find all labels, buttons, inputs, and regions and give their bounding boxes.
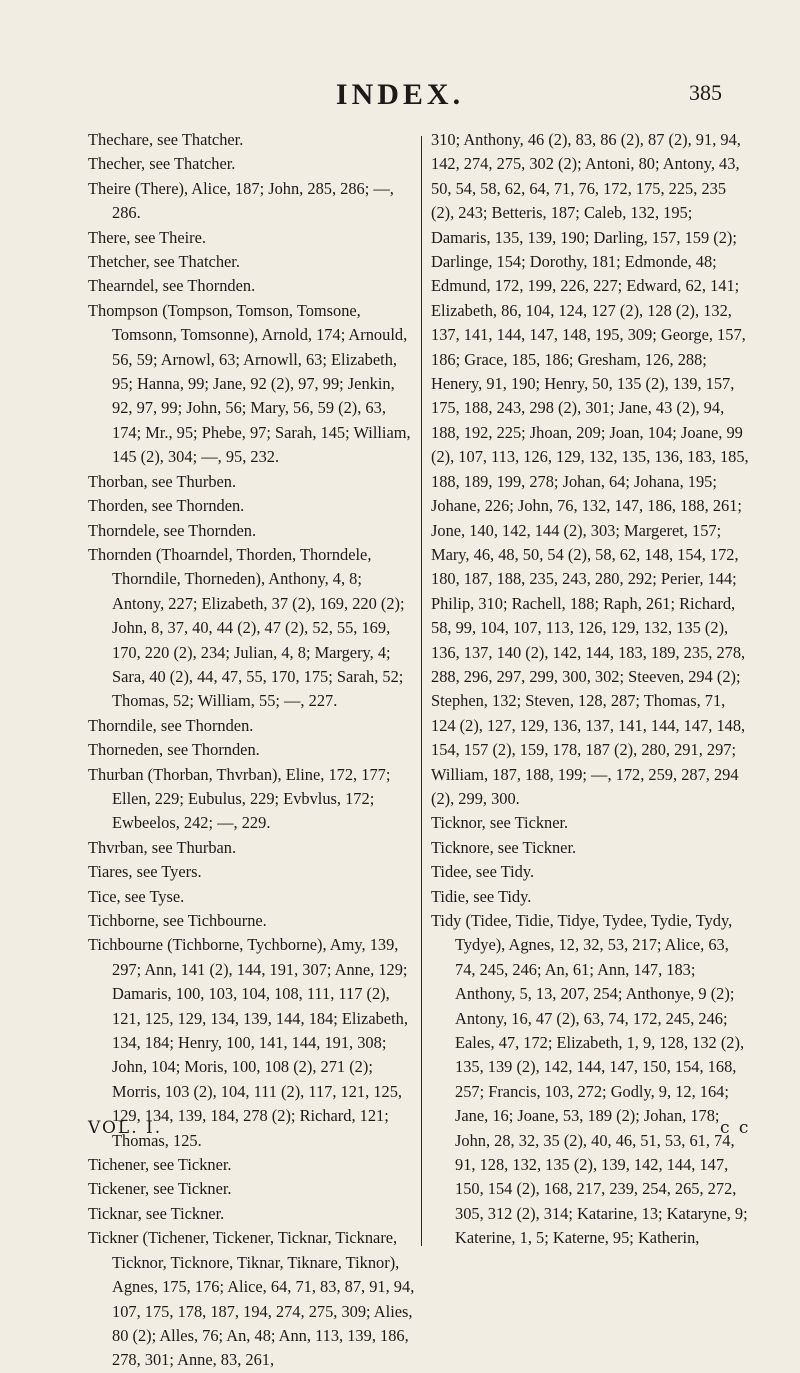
index-entry: Tiares, see Tyers. [88, 862, 202, 882]
page-number: 385 [689, 80, 722, 105]
index-entry: Thorden, see Thornden. [88, 496, 245, 516]
index-entry: Thecher, see Thatcher. [88, 154, 236, 174]
index-entry: Thompson (Tompson, Tomson, Tomsone, Tomsonn, Tomsonne), Arnold, 174; Arnould, 56, 59; Arnowl, 63; Arnowll, 63; Elizabeth, 95; Hanna, 99; Jane, 92 (2), 97, 99; Jenkin, 92, 97, 99; John, 56; Mary, 56, 59 (2), 63, 174; Mr., 95; Phebe, 97; Sarah, 145; William, 145 (2), 304; —, 95, 232. [88, 300, 411, 467]
column-divider [421, 136, 422, 1246]
index-entry: Thearndel, see Thornden. [88, 276, 256, 296]
index-column-right [431, 128, 751, 1251]
index-entry: Thorban, see Thurben. [88, 471, 237, 491]
index-entry: Thorneden, see Thornden. [88, 740, 260, 760]
index-entry: Ticknore, see Tickner. [431, 837, 577, 857]
index-entry: Thechare, see Thatcher. [88, 130, 244, 149]
index-entry-continued: 310; Anthony, 46 (2), 83, 86 (2), 87 (2), 91, 94, 142, 274, 275, 302 (2); Antoni, 80; Antony, 43, 50, 54, 58, 62, 64, 71, 76, 172, 175, 225, 235 (2), 243; Betteris, 187; Caleb, 132, 195; Damaris, 135, 139, 190; Darling, 157, 159 (2); Darlinge, 154; Dorothy, 181; Edmonde, 48; Edmund, 172, 199, 226, 227; Edward, 62, 141; Elizabeth, 86, 104, 124, 127 (2), 128 (2), 132, 137, 141, 144, 147, 148, 195, 309; George, 157, 186; Grace, 185, 186; Gresham, 126, 288; Henery, 91, 190; Henry, 50, 135 (2), 139, 157, 175, 188, 243, 298 (2), 301; Jane, 43 (2), 94, 188, 192, 225; Jhoan, 209; Joan, 104; Joane, 99 (2), 107, 113, 126, 129, 132, 135, 136, 183, 185, 188, 189, 199, 278; Johan, 64; Johana, 195; Johane, 226; John, 76, 132, 147, 186, 188, 261; Jone, 140, 142, 144 (2), 303; Margeret, 157; Mary, 46, 48, 50, 54 (2), 58, 62, 148, 154, 172, 180, 187, 188, 235, 243, 280, 292; Perier, 144; Philip, 310; Rachell, 188; Raph, 261; Richard, 58, 99, 104, 107, 113, 126, 129, 132, 135 (2), 136, 137, 140 (2), 142, 144, 183, 189, 235, 278, 288, 296, 297, 299, 300, 302; Steeven, 294 (2); Stephen, 132; Steven, 128, 287; Thomas, 71, 124 (2), 127, 129, 136, 137, 141, 144, 147, 148, 154, 157 (2), 159, 178, 187 (2), 280, 291, 297; William, 187, 188, 199; —, 172, 259, 287, 294 (2), 299, 300. [431, 130, 749, 808]
index-entry: Thorndele, see Thornden. [88, 520, 257, 540]
index-entry: Ticknar, see Tickner. [88, 1203, 225, 1223]
running-title: INDEX. [335, 78, 465, 111]
index-entry: Theire (There), Alice, 187; John, 285, 286; —, 286. [88, 178, 394, 223]
index-entry: Ticknor, see Tickner. [431, 813, 569, 833]
index-entry: Tickner (Tichener, Tickener, Ticknar, Ticknare, Ticknor, Ticknore, Tiknar, Tiknare, Tiknor), Agnes, 175, 176; Alice, 64, 71, 83, 87, 91, 94, 107, 175, 178, 187, 194, 274, 275, 309; Alies, 80 (2); Alles, 76; An, 48; Ann, 113, 139, 186, 278, 301; Anne, 83, 261, [88, 1228, 415, 1370]
index-entry: Tidee, see Tidy. [431, 862, 535, 882]
index-entry: Tickener, see Tickner. [88, 1179, 232, 1199]
index-entry: Tichbourne (Tichborne, Tychborne), Amy, 139, 297; Ann, 141 (2), 144, 191, 307; Anne, 129; Damaris, 100, 103, 104, 108, 111, 117 (2), 121, 125, 129, 134, 139, 144, 184; Elizabeth, 134, 184; Henry, 100, 141, 144, 191, 308; John, 104; Moris, 100, 108 (2), 271 (2); Morris, 103 (2), 104, 111 (2), 117, 121, 125, 129, 134, 139, 184, 278 (2); Richard, 121; Thomas, 125. [88, 935, 408, 1150]
index-entry: Tichener, see Tickner. [88, 1155, 232, 1175]
index-entry: Thorndile, see Thornden. [88, 715, 254, 735]
index-entry: Tichborne, see Tichbourne. [88, 911, 267, 930]
gathering-signature: c c [720, 1118, 751, 1138]
index-column-left [88, 128, 416, 1373]
index-entry: Thurban (Thorban, Thvrban), Eline, 172, 177; Ellen, 229; Eubulus, 229; Evbvlus, 172; Ewbeelos, 242; —, 229. [88, 764, 391, 833]
index-entry: Thvrban, see Thurban. [88, 837, 237, 857]
page-header [0, 78, 800, 118]
index-entry: Thornden (Thoarndel, Thorden, Thorndele, Thorndile, Thorneden), Anthony, 4, 8; Antony, 227; Elizabeth, 37 (2), 169, 220 (2); John, 8, 37, 40, 44 (2), 47 (2), 52, 55, 169, 170, 220 (2), 234; Julian, 4, 8; Margery, 4; Sara, 40 (2), 44, 47, 55, 170, 175; Sarah, 52; Thomas, 52; William, 55; —, 227. [88, 544, 405, 711]
index-entry: Tidie, see Tidy. [431, 886, 532, 906]
index-entry: Tice, see Tyse. [88, 886, 185, 906]
index-entry: Tidy (Tidee, Tidie, Tidye, Tydee, Tydie, Tydy, Tydye), Agnes, 12, 32, 53, 217; Alice, 63, 74, 245, 246; An, 61; Ann, 147, 183; Anthony, 5, 13, 207, 254; Anthonye, 9 (2); Antony, 16, 47 (2), 63, 74, 172, 245, 246; Eales, 47, 172; Elizabeth, 1, 9, 128, 132 (2), 135, 139 (2), 142, 144, 147, 150, 154, 168, 257; Francis, 103, 272; Godly, 9, 12, 164; Jane, 16; Joane, 53, 189 (2); Johan, 178; John, 28, 32, 35 (2), 40, 46, 51, 53, 61, 74, 91, 128, 132, 135 (2), 139, 142, 144, 147, 150, 154 (2), 168, 217, 239, 254, 265, 272, 305, 312 (2), 314; Katarine, 13; Kataryne, 9; Katerine, 1, 5; Katerne, 95; Katherin, [431, 911, 748, 1248]
index-entry: There, see Theire. [88, 227, 207, 247]
index-entry: Thetcher, see Thatcher. [88, 252, 240, 272]
volume-signature: VOL. I. [88, 1118, 163, 1138]
